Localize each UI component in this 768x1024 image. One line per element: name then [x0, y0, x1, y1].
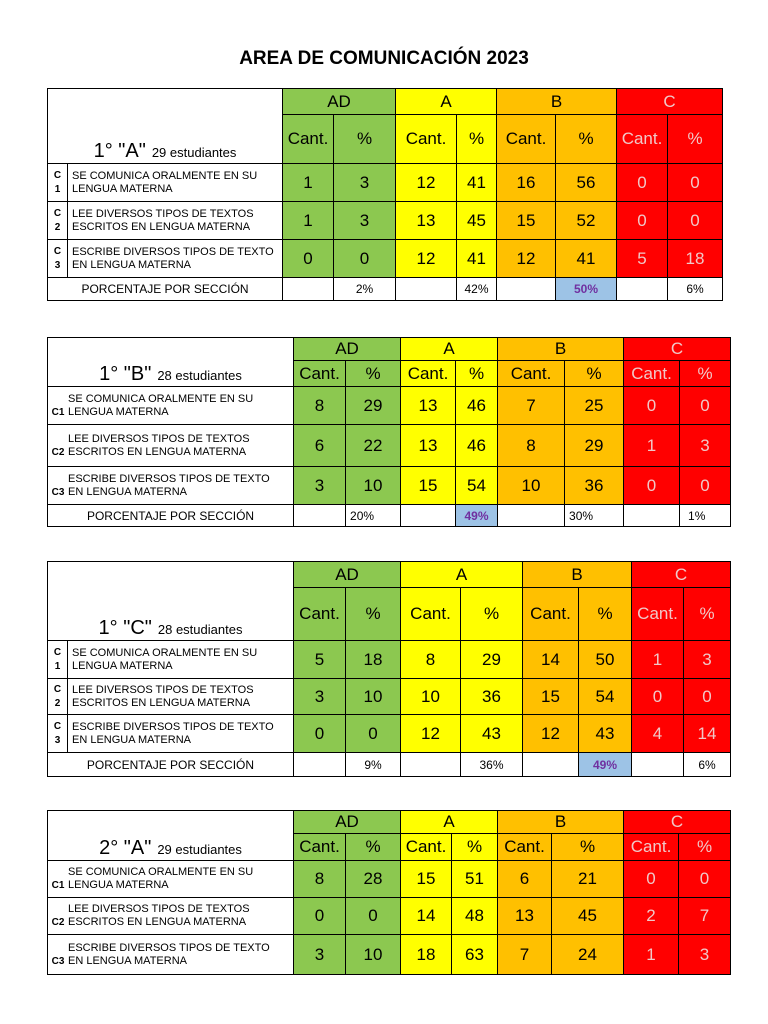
- cell-value: 4: [632, 715, 684, 753]
- student-count: 29 estudiantes: [151, 145, 237, 160]
- cell-value: 13: [401, 425, 456, 467]
- section-header: [48, 89, 283, 164]
- cant-header: Cant.: [624, 361, 680, 387]
- cant-header: Cant.: [624, 834, 679, 861]
- cell-value: 0: [617, 202, 668, 240]
- cell-value: 8: [401, 641, 461, 679]
- cell-value: 0: [679, 861, 731, 898]
- table-row: [48, 898, 731, 935]
- cant-header: Cant.: [396, 115, 457, 164]
- cell-value: 1: [624, 935, 679, 975]
- level-b-header: B: [497, 89, 617, 115]
- cell-value: 0: [346, 715, 401, 753]
- cell-value: 3: [679, 935, 731, 975]
- cell-value: 0: [680, 387, 731, 425]
- pct-header: %: [579, 588, 632, 641]
- level-c-header: C: [624, 811, 731, 834]
- cant-header: Cant.: [498, 834, 552, 861]
- cell-value: 43: [461, 715, 523, 753]
- cell-value: 10: [346, 679, 401, 715]
- cell-value: 21: [552, 861, 624, 898]
- cell-value: 29: [461, 641, 523, 679]
- criterion-code: C2: [51, 446, 65, 458]
- pct-header: %: [346, 361, 401, 387]
- student-count: 28 estudiantes: [157, 622, 243, 637]
- criterion-code: C 2: [48, 679, 68, 715]
- total-c: 6%: [684, 753, 731, 777]
- criterion-label: ESCRIBE DIVERSOS TIPOS DE TEXTO EN LENGUA MATERNA: [68, 715, 294, 753]
- level-b-header: B: [523, 562, 632, 588]
- criterion-label: C2LEE DIVERSOS TIPOS DE TEXTOS ESCRITOS EN LENGUA MATERNA: [48, 425, 294, 467]
- cell-value: 3: [294, 679, 346, 715]
- cell-value: 0: [668, 202, 723, 240]
- cant-header: Cant.: [283, 115, 334, 164]
- cell-value: 7: [679, 898, 731, 935]
- criterion-code: C 2: [48, 202, 68, 240]
- cell-value: 0: [624, 467, 680, 505]
- total-b: 30%: [565, 505, 624, 527]
- cant-header: Cant.: [632, 588, 684, 641]
- totals-row: [48, 278, 723, 301]
- section-percentage-label: PORCENTAJE POR SECCIÓN: [48, 278, 283, 301]
- cell-value: 3: [294, 467, 346, 505]
- cell-value: 0: [346, 898, 401, 935]
- cell-value: 3: [334, 202, 396, 240]
- cell-value: 7: [498, 387, 565, 425]
- cell-value: 1: [283, 202, 334, 240]
- cell-value: 12: [497, 240, 556, 278]
- criterion-label: LEE DIVERSOS TIPOS DE TEXTOS ESCRITOS EN LENGUA MATERNA: [68, 202, 283, 240]
- cell-value: 18: [346, 641, 401, 679]
- cant-header: Cant.: [498, 361, 565, 387]
- cell-value: 12: [401, 715, 461, 753]
- cell-value: 0: [624, 861, 679, 898]
- cell-value: 1: [624, 425, 680, 467]
- criterion-label: C3ESCRIBE DIVERSOS TIPOS DE TEXTO EN LENGUA MATERNA: [48, 935, 294, 975]
- cant-header: Cant.: [401, 361, 456, 387]
- cant-header: Cant.: [523, 588, 579, 641]
- section-name: 1° "A": [93, 140, 146, 162]
- cell-value: 13: [498, 898, 552, 935]
- totals-row: [48, 505, 731, 527]
- criterion-label: LEE DIVERSOS TIPOS DE TEXTOS ESCRITOS EN LENGUA MATERNA: [68, 679, 294, 715]
- criterion-label: SE COMUNICA ORALMENTE EN SU LENGUA MATERNA: [68, 641, 294, 679]
- section-header: [48, 562, 294, 641]
- cell-value: 6: [294, 425, 346, 467]
- cell-value: 10: [498, 467, 565, 505]
- cant-header: Cant.: [497, 115, 556, 164]
- cell-value: 54: [579, 679, 632, 715]
- criterion-code: C1: [51, 880, 65, 891]
- total-ad: 20%: [346, 505, 401, 527]
- cell-value: 8: [498, 425, 565, 467]
- criterion-code: C 1: [48, 164, 68, 202]
- student-count: 28 estudiantes: [157, 368, 242, 383]
- level-c-header: C: [624, 338, 731, 361]
- level-ad-header: AD: [294, 811, 401, 834]
- cell-value: 12: [396, 240, 457, 278]
- cell-value: 14: [523, 641, 579, 679]
- cell-value: 36: [461, 679, 523, 715]
- cell-value: 13: [396, 202, 457, 240]
- cell-value: 45: [552, 898, 624, 935]
- cell-value: 10: [346, 935, 401, 975]
- total-ad: 2%: [334, 278, 396, 301]
- pct-header: %: [346, 834, 401, 861]
- cell-value: 56: [556, 164, 617, 202]
- cell-value: 0: [294, 898, 346, 935]
- section-table-1b: [47, 337, 731, 527]
- cell-value: 0: [684, 679, 731, 715]
- cell-value: 0: [617, 164, 668, 202]
- cell-value: 3: [680, 425, 731, 467]
- cell-value: 24: [552, 935, 624, 975]
- level-a-header: A: [401, 338, 498, 361]
- pct-header: %: [684, 588, 731, 641]
- cell-value: 0: [294, 715, 346, 753]
- cell-value: 0: [680, 467, 731, 505]
- cell-value: 0: [283, 240, 334, 278]
- cell-value: 36: [565, 467, 624, 505]
- cant-header: Cant.: [401, 588, 461, 641]
- section-table-2a: [47, 810, 731, 975]
- cell-value: 2: [624, 898, 679, 935]
- document-title: AREA DE COMUNICACIÓN 2023: [239, 48, 529, 69]
- level-ad-header: AD: [294, 338, 401, 361]
- pct-header: %: [680, 361, 731, 387]
- table-row: [48, 467, 731, 505]
- pct-header: %: [346, 588, 401, 641]
- cell-value: 45: [457, 202, 497, 240]
- total-c: 1%: [680, 505, 731, 527]
- cell-value: 29: [346, 387, 401, 425]
- pct-header: %: [668, 115, 723, 164]
- level-ad-header: AD: [283, 89, 396, 115]
- pct-header: %: [456, 361, 498, 387]
- cell-value: 0: [334, 240, 396, 278]
- level-a-header: A: [401, 562, 523, 588]
- criterion-code: C3: [51, 955, 65, 967]
- cell-value: 0: [624, 387, 680, 425]
- table-row: [48, 641, 731, 679]
- cell-value: 10: [346, 467, 401, 505]
- cell-value: 6: [498, 861, 552, 898]
- cell-value: 18: [668, 240, 723, 278]
- criterion-label: SE COMUNICA ORALMENTE EN SU LENGUA MATERNA: [68, 164, 283, 202]
- cell-value: 5: [294, 641, 346, 679]
- total-b-highlight: 49%: [579, 753, 632, 777]
- cell-value: 48: [452, 898, 498, 935]
- table-row: [48, 387, 731, 425]
- cell-value: 15: [497, 202, 556, 240]
- table-row: [48, 861, 731, 898]
- criterion-code: C2: [51, 917, 65, 928]
- level-b-header: B: [498, 811, 624, 834]
- cell-value: 41: [457, 164, 497, 202]
- criterion-code: C 3: [48, 240, 68, 278]
- cell-value: 43: [579, 715, 632, 753]
- table-row: [48, 425, 731, 467]
- cell-value: 8: [294, 387, 346, 425]
- cell-value: 54: [456, 467, 498, 505]
- cell-value: 63: [452, 935, 498, 975]
- cell-value: 18: [401, 935, 452, 975]
- section-percentage-label: PORCENTAJE POR SECCIÓN: [48, 505, 294, 527]
- cell-value: 28: [346, 861, 401, 898]
- cell-value: 25: [565, 387, 624, 425]
- section-header: [48, 338, 294, 387]
- cell-value: 1: [283, 164, 334, 202]
- cell-value: 22: [346, 425, 401, 467]
- cell-value: 15: [401, 861, 452, 898]
- level-ad-header: AD: [294, 562, 401, 588]
- criterion-label: ESCRIBE DIVERSOS TIPOS DE TEXTO EN LENGUA MATERNA: [68, 240, 283, 278]
- cell-value: 14: [401, 898, 452, 935]
- table-row: [48, 164, 723, 202]
- section-name: 1° "B": [99, 363, 152, 385]
- table-row: [48, 679, 731, 715]
- criterion-code: C 1: [48, 641, 68, 679]
- criterion-label: C2LEE DIVERSOS TIPOS DE TEXTOS ESCRITOS EN LENGUA MATERNA: [48, 898, 294, 935]
- cell-value: 51: [452, 861, 498, 898]
- total-b-highlight: 50%: [556, 278, 617, 301]
- cell-value: 14: [684, 715, 731, 753]
- criterion-code: C3: [51, 486, 65, 498]
- cell-value: 46: [456, 425, 498, 467]
- section-header: [48, 811, 294, 861]
- pct-header: %: [457, 115, 497, 164]
- cell-value: 41: [556, 240, 617, 278]
- cell-value: 0: [632, 679, 684, 715]
- total-a-highlight: 49%: [456, 505, 498, 527]
- cell-value: 52: [556, 202, 617, 240]
- cell-value: 3: [684, 641, 731, 679]
- cant-header: Cant.: [294, 361, 346, 387]
- table-row: [48, 202, 723, 240]
- pct-header: %: [461, 588, 523, 641]
- section-table-1a: [47, 88, 723, 301]
- cell-value: 3: [334, 164, 396, 202]
- cell-value: 12: [523, 715, 579, 753]
- criterion-label: C1SE COMUNICA ORALMENTE EN SU LENGUA MATERNA: [48, 861, 294, 898]
- level-b-header: B: [498, 338, 624, 361]
- total-c: 6%: [668, 278, 723, 301]
- cant-header: Cant.: [294, 588, 346, 641]
- cell-value: 3: [294, 935, 346, 975]
- cell-value: 41: [457, 240, 497, 278]
- student-count: 29 estudiantes: [157, 842, 242, 857]
- pct-header: %: [556, 115, 617, 164]
- cell-value: 5: [617, 240, 668, 278]
- cell-value: 15: [401, 467, 456, 505]
- section-name: 1° "C": [98, 617, 152, 639]
- cell-value: 1: [632, 641, 684, 679]
- level-c-header: C: [617, 89, 723, 115]
- section-name: 2° "A": [99, 837, 152, 859]
- cell-value: 50: [579, 641, 632, 679]
- total-a: 42%: [457, 278, 497, 301]
- section-percentage-label: PORCENTAJE POR SECCIÓN: [48, 753, 294, 777]
- pct-header: %: [565, 361, 624, 387]
- cell-value: 7: [498, 935, 552, 975]
- cell-value: 46: [456, 387, 498, 425]
- pct-header: %: [552, 834, 624, 861]
- cell-value: 29: [565, 425, 624, 467]
- cant-header: Cant.: [294, 834, 346, 861]
- cell-value: 13: [401, 387, 456, 425]
- table-row: [48, 715, 731, 753]
- totals-row: [48, 753, 731, 777]
- total-ad: 9%: [346, 753, 401, 777]
- pct-header: %: [452, 834, 498, 861]
- cell-value: 15: [523, 679, 579, 715]
- criterion-code: C 3: [48, 715, 68, 753]
- pct-header: %: [679, 834, 731, 861]
- criterion-label: C1SE COMUNICA ORALMENTE EN SU LENGUA MATERNA: [48, 387, 294, 425]
- cell-value: 8: [294, 861, 346, 898]
- level-a-header: A: [401, 811, 498, 834]
- level-c-header: C: [632, 562, 731, 588]
- section-table-1c: [47, 561, 731, 777]
- level-a-header: A: [396, 89, 497, 115]
- table-row: [48, 935, 731, 975]
- criterion-code: C1: [51, 406, 65, 418]
- cell-value: 12: [396, 164, 457, 202]
- table-row: [48, 240, 723, 278]
- cell-value: 16: [497, 164, 556, 202]
- total-a: 36%: [461, 753, 523, 777]
- pct-header: %: [334, 115, 396, 164]
- cell-value: 10: [401, 679, 461, 715]
- cant-header: Cant.: [401, 834, 452, 861]
- cell-value: 0: [668, 164, 723, 202]
- criterion-label: C3ESCRIBE DIVERSOS TIPOS DE TEXTO EN LENGUA MATERNA: [48, 467, 294, 505]
- cant-header: Cant.: [617, 115, 668, 164]
